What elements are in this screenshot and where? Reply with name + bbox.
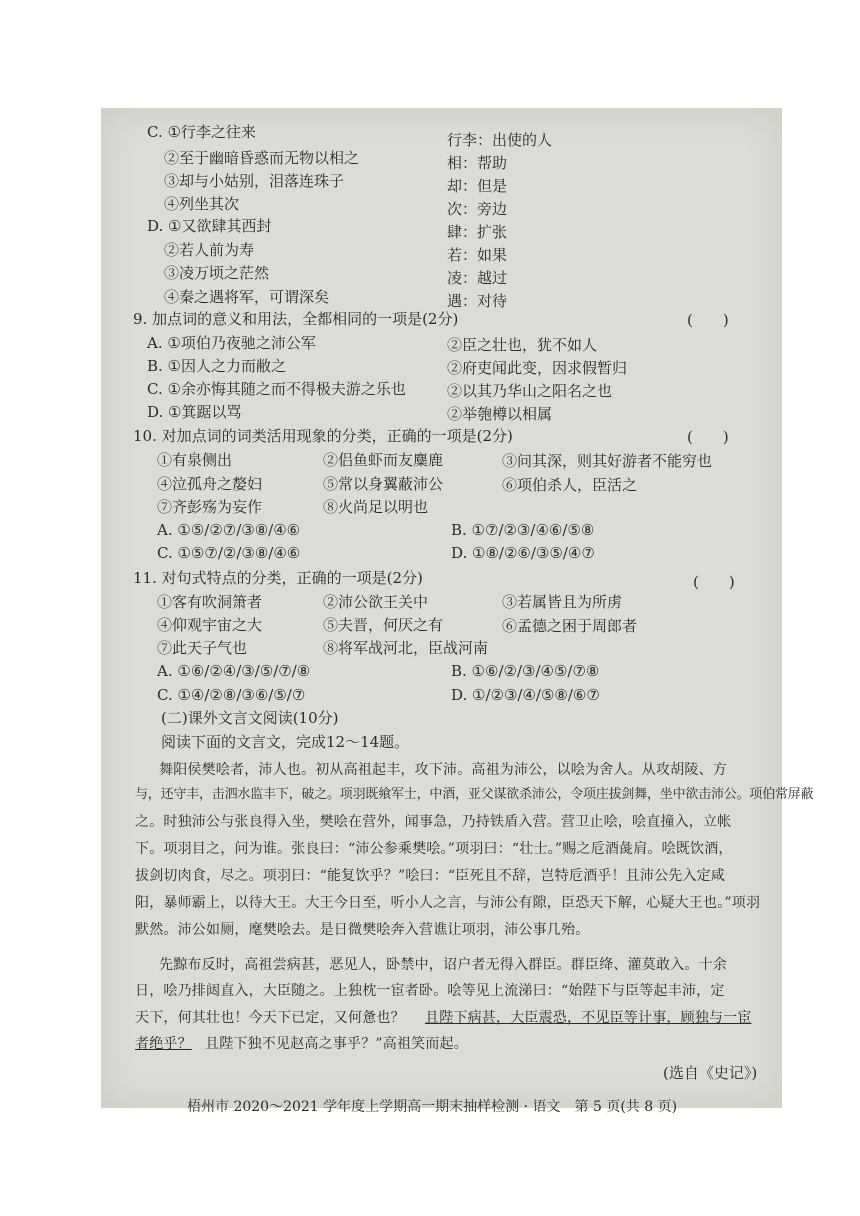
q10-option-c: C. ①⑤⑦/②/③⑧/④⑥ bbox=[157, 544, 301, 562]
q10-item-5: ⑤常以身翼蔽沛公 bbox=[323, 475, 444, 493]
q9-b-left: B. ①因人之力而敝之 bbox=[147, 357, 287, 375]
q11-item-5: ⑤夫晋，何厌之有 bbox=[323, 616, 444, 634]
q11-item-4: ④仰观宇宙之大 bbox=[157, 616, 263, 634]
q11-item-6: ⑥孟德之困于周郎者 bbox=[502, 617, 638, 635]
q8-d1-right: 肆：扩张 bbox=[447, 223, 508, 241]
q10-stem: 10. 对加点词的词类活用现象的分类，正确的一项是(2分) bbox=[133, 427, 513, 445]
passage-line-5: 拔剑切肉食，尽之。项羽曰：“能复饮乎？”哙曰：“臣死且不辞，岂特卮酒乎！且沛公先入定咸 bbox=[135, 868, 726, 884]
q8-c1-right: 行李：出使的人 bbox=[447, 131, 553, 149]
q8-c1-left: C. ①行李之往来 bbox=[147, 123, 256, 141]
q11-option-b: B. ①⑥/②/③/④⑤/⑦⑧ bbox=[451, 662, 600, 680]
q8-d2-left: ②若人前为寿 bbox=[164, 241, 255, 259]
q10-item-2: ②侣鱼虾而友麋鹿 bbox=[323, 451, 444, 469]
q8-c4-right: 次：旁边 bbox=[447, 200, 508, 218]
passage2-line-4b: 且陛下独不见赵高之事乎？”高祖笑而起。 bbox=[205, 1036, 468, 1052]
page-footer: 梧州市 2020～2021 学年度上学期高一期末抽样检测 · 语文 第 5 页(共 8 页) bbox=[187, 1099, 678, 1115]
passage-line-6: 阳，暴师霸上，以待大王。大王今日至，听小人之言，与沛公有隙，臣恐天下解，心疑大王也。”项羽 bbox=[135, 895, 761, 911]
q11-item-3: ③若属皆且为所虏 bbox=[502, 593, 623, 611]
q10-item-8: ⑧火尚足以明也 bbox=[323, 498, 429, 516]
q11-item-2: ②沛公欲王关中 bbox=[323, 593, 429, 611]
q9-d-left: D. ①箕踞以骂 bbox=[147, 403, 242, 421]
q10-item-6: ⑥项伯杀人，臣活之 bbox=[502, 476, 638, 494]
passage-source: (选自《史记》) bbox=[663, 1064, 758, 1082]
q9-stem: 9. 加点词的意义和用法，全都相同的一项是(2分) bbox=[133, 310, 459, 328]
q10-item-3: ③问其深，则其好游者不能穷也 bbox=[502, 452, 713, 470]
q10-option-d: D. ①⑧/②⑥/③⑤/④⑦ bbox=[451, 544, 595, 562]
q9-answer-paren[interactable]: ( ) bbox=[687, 311, 729, 329]
q11-item-1: ①客有吹洞箫者 bbox=[157, 593, 263, 611]
q11-answer-paren[interactable]: ( ) bbox=[693, 573, 735, 591]
q8-d3-right: 凌：越过 bbox=[447, 269, 508, 287]
q10-option-a: A. ①⑤/②⑦/③⑧/④⑥ bbox=[157, 521, 301, 539]
q9-b-right: ②府吏闻此变，因求假暂归 bbox=[447, 359, 628, 377]
q9-c-right: ②以其乃华山之阳名之也 bbox=[447, 382, 613, 400]
passage-line-4: 下。项羽目之，问为谁。张良曰：“沛公参乘樊哙。”项羽曰：“壮士。”赐之卮酒彘肩。哙既饮酒， bbox=[135, 841, 733, 857]
q9-a-left: A. ①项伯乃夜驰之沛公军 bbox=[147, 334, 316, 352]
q9-d-right: ②举匏樽以相属 bbox=[447, 405, 553, 423]
q11-option-d: D. ①/②③/④/⑤⑧/⑥⑦ bbox=[451, 686, 600, 704]
section-title: (二)课外文言文阅读(10分) bbox=[161, 709, 339, 727]
exam-page bbox=[101, 108, 814, 1115]
passage2-underlined-sentence-a: 且陛下病甚，大臣震恐，不见臣等计事，顾独与一宦 bbox=[425, 1010, 752, 1026]
q11-item-7: ⑦此天子气也 bbox=[157, 639, 248, 657]
q8-d2-right: 若：如果 bbox=[447, 246, 508, 264]
section-instruction: 阅读下面的文言文，完成12～14题。 bbox=[161, 733, 410, 751]
q11-item-8: ⑧将军战河北，臣战河南 bbox=[323, 639, 489, 657]
q8-d4-left: ④秦之遇将军，可谓深矣 bbox=[164, 288, 330, 306]
q11-option-c: C. ①④/②⑧/③⑥/⑤/⑦ bbox=[157, 686, 306, 704]
q8-c3-left: ③却与小姑别，泪落连珠子 bbox=[164, 172, 345, 190]
q9-c-left: C. ①余亦悔其随之而不得极夫游之乐也 bbox=[147, 380, 406, 398]
q10-option-b: B. ①⑦/②③/④⑥/⑤⑧ bbox=[451, 521, 595, 539]
q8-c2-right: 相：帮助 bbox=[447, 154, 508, 172]
passage-line-3: 之。时独沛公与张良得入坐，樊哙在营外，闻事急，乃持铁盾入营。营卫止哙，哙直撞入，立帐 bbox=[135, 814, 732, 830]
q10-answer-paren[interactable]: ( ) bbox=[687, 428, 729, 446]
q8-d1-left: D. ①又欲肆其西封 bbox=[147, 217, 272, 235]
q9-a-right: ②臣之壮也，犹不如人 bbox=[447, 336, 598, 354]
q8-d3-left: ③凌万顷之茫然 bbox=[164, 264, 270, 282]
q11-option-a: A. ①⑥/②④/③/⑤/⑦/⑧ bbox=[157, 662, 311, 680]
passage2-line-2: 日，哙乃排闼直入，大臣随之。上独枕一宦者卧。哙等见上流涕曰：“始陛下与臣等起丰沛，定 bbox=[135, 983, 725, 999]
q8-c2-left: ②至于幽暗昏惑而无物以相之 bbox=[164, 149, 360, 167]
q8-c4-left: ④列坐其次 bbox=[164, 195, 240, 213]
passage2-underlined-sentence-b: 者绝乎？ bbox=[135, 1036, 192, 1052]
passage2-line-1: 先黥布反时，高祖尝病甚，恶见人，卧禁中，诏户者无得入群臣。群臣绛、灌莫敢入。十余 bbox=[159, 957, 727, 973]
passage-line-2: 与，还守丰，击泗水监丰下，破之。项羽既飨军士，中酒，亚父谋欲杀沛公，令项庄拔剑舞，坐中欲击沛公。项伯常屏蔽 bbox=[135, 787, 814, 802]
passage2-line-3a: 天下，何其壮也！今天下已定，又何惫也？ bbox=[135, 1010, 405, 1026]
q11-stem: 11. 对句式特点的分类，正确的一项是(2分) bbox=[133, 569, 423, 587]
q8-c3-right: 却：但是 bbox=[447, 177, 508, 195]
q10-item-4: ④泣孤舟之嫠妇 bbox=[157, 475, 263, 493]
passage-line-7: 默然。沛公如厕，麾樊哙去。是日微樊哙奔入营谯让项羽，沛公事几殆。 bbox=[135, 922, 590, 938]
q10-item-1: ①有泉侧出 bbox=[157, 451, 233, 469]
q10-item-7: ⑦齐彭殇为妄作 bbox=[157, 498, 263, 516]
q8-d4-right: 遇：对待 bbox=[447, 292, 508, 310]
passage-line-1: 舞阳侯樊哙者，沛人也。初从高祖起丰，攻下沛。高祖为沛公，以哙为舍人。从攻胡陵、方 bbox=[159, 762, 727, 778]
